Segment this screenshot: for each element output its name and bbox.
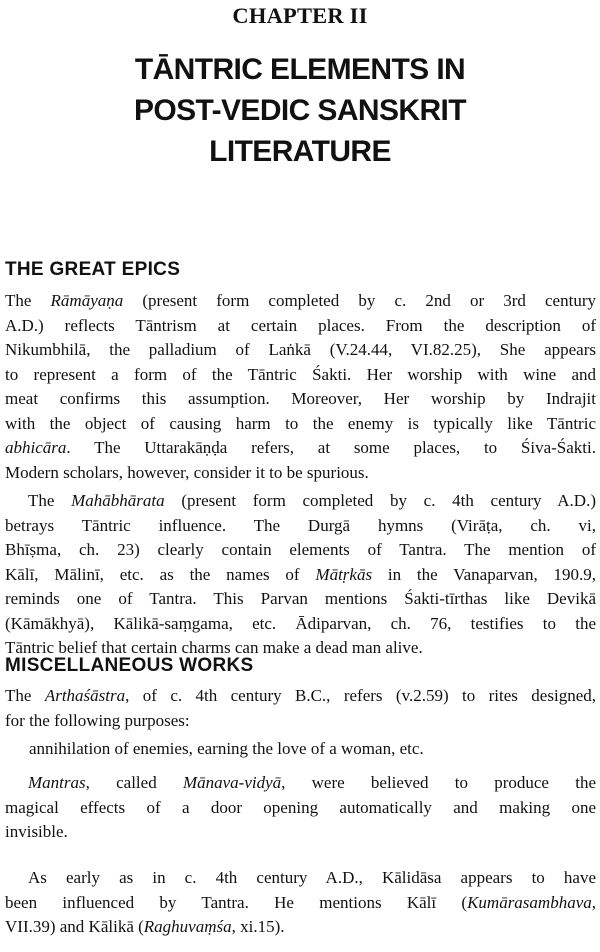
- paragraph-kalidasa: [5, 866, 596, 940]
- paragraph-mantras: [5, 771, 596, 845]
- text-line: Mantras, called Mānava-vidyā, were believed to produce the: [28, 773, 596, 792]
- italic-term: Mātṛkās: [315, 564, 373, 584]
- chapter-label: CHAPTER II: [232, 3, 368, 28]
- italic-term: Mahābhārata: [71, 491, 165, 510]
- text-line: betrays Tāntric influence. The Durgā hymns (Virāṭa, ch. vi,: [5, 515, 596, 535]
- text-line: Bhīṣma, ch. 23) clearly contain elements of Tantra. The mention of: [5, 540, 596, 559]
- text-line: for the following purposes:: [5, 710, 190, 730]
- text-line: The Arthaśāstra, of c. 4th century B.C., refers (v.2.59) to rites designed,: [5, 686, 596, 705]
- italic-term: Arthaśāstra: [44, 686, 126, 705]
- section-heading-miscellaneous-works: MISCELLANEOUS WORKS: [5, 655, 254, 676]
- text-line: with the object of causing harm to the enemy is typically like Tāntric: [5, 413, 596, 433]
- text-line: As early as in c. 4th century A.D., Kālidāsa appears to have: [28, 868, 596, 887]
- text-line: (Kāmākhyā), Kālikā-saṃgama, etc. Ādiparvan, ch. 76, testifies to the: [5, 613, 596, 633]
- text-line: Kālī, Mālinī, etc. as the names of Mātṛkās in the Vanaparvan, 190.9,: [5, 564, 597, 584]
- section-heading-great-epics: THE GREAT EPICS: [5, 259, 181, 280]
- italic-term: abhicāra: [5, 438, 67, 457]
- text-line: abhicāra. The Uttarakāṇḍa refers, at some places, to Śiva-Śakti.: [5, 438, 596, 457]
- list-item: [29, 737, 596, 762]
- text-line: Tāntric belief that certain charms can make a dead man alive.: [5, 638, 423, 657]
- text-line: magical effects of a door opening automatically and making one: [5, 797, 596, 817]
- text-line: reminds one of Tantra. This Parvan mentions Śakti-tīrthas like Devikā: [5, 589, 596, 608]
- text-line: The Mahābhārata (present form completed by c. 4th century A.D.): [28, 491, 596, 510]
- chapter-title-line: POST-VEDIC SANSKRIT: [134, 94, 466, 127]
- text-line: meat confirms this assumption. Moreover, Her worship by Indrajit: [5, 389, 596, 408]
- italic-term: Kumārasambhava: [467, 892, 592, 912]
- text-line: The Rāmāyaṇa (present form completed by c. 2nd or 3rd century: [5, 291, 596, 310]
- italic-term: Mantras: [28, 773, 86, 792]
- text-line: annihilation of enemies, earning the love of a woman, etc.: [29, 739, 424, 758]
- paragraph-ramayana: [5, 289, 596, 485]
- text-line: VII.39) and Kālikā (Raghuvaṃśa, xi.15).: [5, 917, 285, 936]
- chapter-title: [0, 49, 600, 172]
- italic-term: Rāmāyaṇa: [50, 291, 124, 310]
- paragraph-arthasastra: [5, 684, 596, 733]
- text-line: invisible.: [5, 822, 68, 841]
- text-line: to represent a form of the Tāntric Śakti. Her worship with wine and: [5, 364, 596, 384]
- paragraph-mahabharata: [5, 489, 596, 661]
- text-line: been influenced by Tantra. He mentions Kālī (Kumārasambhava,: [5, 892, 596, 912]
- text-line: Modern scholars, however, consider it to be spurious.: [5, 462, 369, 482]
- italic-term: Raghuvaṃśa: [143, 917, 232, 936]
- italic-term: Mānava-vidyā: [182, 773, 282, 792]
- text-line: A.D.) reflects Tāntrism at certain places. From the description of: [5, 315, 596, 335]
- chapter-title-line: TĀNTRIC ELEMENTS IN: [134, 53, 466, 86]
- text-line: Nikumbhilā, the palladium of Laṅkā (V.24.44, VI.82.25), She appears: [5, 340, 596, 359]
- chapter-title-line: LITERATURE: [209, 135, 391, 168]
